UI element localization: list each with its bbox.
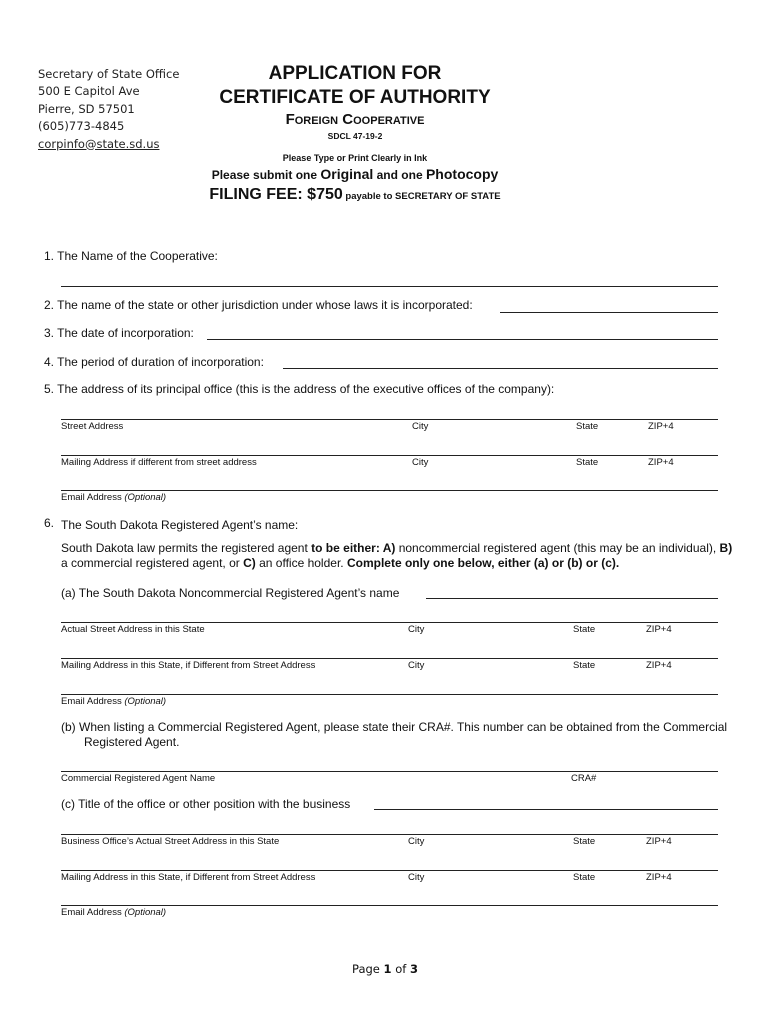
agent-c-street-label: Business Office’s Actual Street Address in this State [61,836,280,847]
principal-mailing-field[interactable] [61,455,718,456]
office-city: Pierre, SD 57501 [38,101,135,116]
agent-a-city-label: City [408,624,425,635]
agent-c-street-field[interactable] [61,834,718,835]
principal-street-label: Street Address [61,421,124,432]
commercial-agent-field[interactable] [61,771,718,772]
agent-c-mailing-label: Mailing Address in this State, if Different from Street Address [61,872,316,883]
agent-c-mailing-state-label: State [573,872,596,883]
agent-a-mailing-label: Mailing Address in this State, if Different from Street Address [61,660,316,671]
agent-a-mailing-state-label: State [573,660,596,671]
option-a-label: (a) The South Dakota Noncommercial Registered Agent’s name [61,586,400,600]
principal-mailing-state-label: State [576,457,599,468]
form-title-line1: APPLICATION FOR [268,63,442,84]
q6-label: The South Dakota Registered Agent’s name: [61,518,299,532]
agent-a-email-field[interactable] [61,694,718,695]
incorporation-date-field[interactable] [207,339,718,340]
q3-label: 3. The date of incorporation: [44,326,194,340]
principal-city-label: City [412,421,429,432]
agent-a-mailing-city-label: City [408,660,425,671]
agent-c-city-label: City [408,836,425,847]
agent-a-street-label: Actual Street Address in this State [61,624,205,635]
principal-email-field[interactable] [61,490,718,491]
option-c-label: (c) Title of the office or other position with the business [61,797,351,811]
noncommercial-agent-name-field[interactable] [426,598,718,599]
jurisdiction-field[interactable] [500,312,718,313]
principal-email-label: Email Address (Optional) [61,492,167,503]
duration-field[interactable] [283,368,718,369]
cra-number-label: CRA# [571,773,597,784]
agent-c-email-label: Email Address (Optional) [61,907,167,918]
form-subtitle: Foreign Cooperative [285,111,425,128]
office-address-block [38,66,179,153]
option-b-label: (b) When listing a Commercial Registered Agent, please state their CRA#. This number can be obtained from the Commercial Registered Agent. [61,720,728,749]
office-name: Secretary of State Office [38,67,180,81]
q2-label: 2. The name of the state or other jurisdiction under whose laws it is incorporated: [44,298,473,312]
agent-a-state-label: State [573,624,596,635]
statute-reference: SDCL 47-19-2 [327,131,383,141]
ink-instruction: Please Type or Print Clearly in Ink [282,153,428,163]
agent-a-zip-label: ZIP+4 [646,624,672,635]
principal-state-label: State [576,421,599,432]
filing-fee: FILING FEE: $750 payable to SECRETARY OF STATE [209,186,501,203]
agent-a-street-field[interactable] [61,622,718,623]
office-title-field[interactable] [374,809,718,810]
agent-a-mailing-field[interactable] [61,658,718,659]
q6-number: 6. [44,516,55,530]
agent-c-zip-label: ZIP+4 [646,836,672,847]
q5-label: 5. The address of its principal office (this is the address of the executive offices of the company): [44,382,555,396]
cooperative-name-field[interactable] [61,286,718,287]
agent-c-state-label: State [573,836,596,847]
principal-street-field[interactable] [61,419,718,420]
agent-a-mailing-zip-label: ZIP+4 [646,660,672,671]
principal-mailing-city-label: City [412,457,429,468]
principal-mailing-zip-label: ZIP+4 [648,457,674,468]
agent-law-paragraph: South Dakota law permits the registered agent to be either: A) noncommercial registered agent (this may be an individual), B) a commercial registered agent, or C) an office holder. Complete only one below, either (a) or (b) or (c). [61,541,733,570]
page-number: Page 1 of 3 [352,962,418,976]
q1-label: 1. The Name of the Cooperative: [44,249,218,263]
commercial-agent-name-label: Commercial Registered Agent Name [61,773,216,784]
office-phone: (605)773-4845 [38,119,125,134]
principal-zip-label: ZIP+4 [648,421,674,432]
office-email-link[interactable]: corpinfo@state.sd.us [38,136,160,151]
submit-instruction: Please submit one Original and one Photocopy [211,166,499,182]
agent-c-email-field[interactable] [61,905,718,906]
principal-mailing-label: Mailing Address if different from street address [61,457,257,468]
agent-a-email-label: Email Address (Optional) [61,696,167,707]
form-title-line2: CERTIFICATE OF AUTHORITY [219,87,491,108]
agent-c-mailing-zip-label: ZIP+4 [646,872,672,883]
office-street: 500 E Capitol Ave [38,84,140,99]
agent-c-mailing-city-label: City [408,872,425,883]
agent-c-mailing-field[interactable] [61,870,718,871]
q4-label: 4. The period of duration of incorporation: [44,355,264,369]
